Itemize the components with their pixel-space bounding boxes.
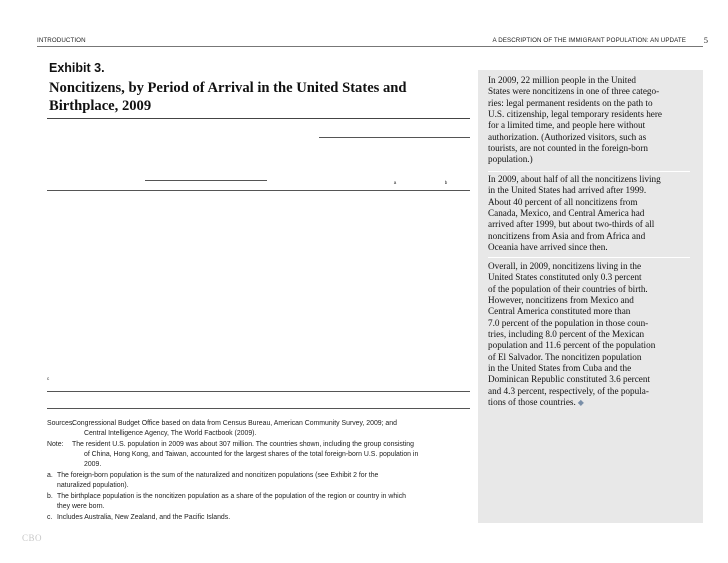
p3-line-5: 7.0 percent of the population in those coun-	[488, 317, 649, 328]
sidebar-paragraph-2	[488, 174, 688, 253]
p1-line-7: population.)	[488, 154, 533, 165]
p3-line-1: United States constituted only 0.3 percent	[488, 272, 642, 283]
running-header-right: A DESCRIPTION OF THE IMMIGRANT POPULATION: AN UPDATE	[492, 37, 686, 44]
table-top-rule	[47, 118, 470, 119]
footnote-a-line-0: The foreign-born population is the sum of the naturalized and noncitizen populations (see Exhibit 2 for the	[57, 472, 379, 479]
period-group-rule	[145, 180, 267, 181]
p3-line-6: tries, including 8.0 percent of the Mexican	[488, 329, 645, 340]
general-note-line-0: The resident U.S. population in 2009 was about 307 million. The countries shown, including the group consisting	[72, 441, 414, 448]
sources-note-line-1: Central Intelligence Agency, The World Factbook (2009).	[84, 430, 257, 437]
footnote-c-key: c.	[47, 514, 53, 521]
footnote-a-marker: a	[393, 179, 397, 185]
p1-line-2: ries: legal permanent residents on the path to	[488, 97, 653, 108]
sidebar-paragraph-3	[488, 261, 688, 408]
p1-line-0: In 2009, 22 million people in the United	[488, 75, 637, 85]
row-14-birthplace	[47, 376, 49, 385]
p1-line-1: States were noncitizens in one of three catego-	[488, 86, 660, 97]
footnote-a-key: a.	[47, 472, 53, 479]
sidebar-divider-1	[488, 171, 690, 172]
sidebar-divider-2	[488, 257, 690, 258]
p2-line-6: Oceania have arrived since then.	[488, 242, 608, 253]
p3-line-7: population and 11.6 percent of the population	[488, 340, 656, 351]
p3-line-11: and 4.3 percent, respectively, of the popula-	[488, 385, 649, 396]
p3-line-8: of El Salvador. The noncitizen population	[488, 351, 642, 362]
cbo-watermark: CBO	[22, 533, 43, 543]
sidebar	[478, 70, 703, 523]
footnote-c-line-0: Includes Australia, New Zealand, and the Pacific Islands.	[57, 514, 231, 521]
sources-note-line-0: Congressional Budget Office based on data from Census Bureau, American Community Survey, 2009; and	[72, 420, 397, 427]
p2-line-4: arrived after 1999, but about two-thirds of all	[488, 219, 655, 230]
p3-line-10: Dominican Republic constituted 3.6 percent	[488, 374, 651, 385]
header-bottom-rule	[47, 190, 470, 191]
general-note-line-2: 2009.	[84, 461, 102, 468]
p1-line-5: authorization. (Authorized visitors, such as	[488, 131, 647, 142]
p2-line-1: in the United States had arrived after 1999.	[488, 185, 647, 196]
footnote-a-line-1: naturalized population).	[57, 482, 129, 489]
end-diamond-icon: ◆	[575, 398, 584, 408]
p1-line-6: tourists, are not counted in the foreign-born	[488, 143, 648, 154]
p3-line-3: However, noncitizens from Mexico and	[488, 295, 634, 306]
general-note-line-1: of China, Hong Kong, and Taiwan, accounted for the largest shares of the total foreign-born U.S. population in	[84, 451, 419, 458]
footnote-c-marker: c	[47, 375, 50, 381]
p1-line-3: U.S. citizenship, legal temporary residents here	[488, 109, 662, 120]
p2-line-2: About 40 percent of all noncitizens from	[488, 196, 638, 207]
footnote-b-line-1: they were born.	[57, 503, 105, 510]
exhibit-label: Exhibit 3.	[49, 61, 105, 75]
p2-line-0: In 2009, about half of all the noncitizens living	[488, 174, 661, 184]
footnote-b-key: b.	[47, 493, 53, 500]
exhibit-title: Noncitizens, by Period of Arrival in the United States and Birthplace, 2009	[49, 80, 407, 114]
header-rule	[37, 46, 703, 47]
p2-line-5: noncitizens from Asia and from Africa and	[488, 230, 646, 241]
p3-line-9: in the United States from Cuba and the	[488, 363, 632, 374]
p1-line-4: for a limited time, and people here without	[488, 120, 646, 131]
p3-line-12: tions of those countries. ◆	[488, 397, 584, 408]
running-header-left: INTRODUCTION	[37, 37, 86, 44]
all-areas-top-rule	[47, 391, 470, 392]
col-population-line-2	[420, 180, 472, 189]
pct-group-rule	[319, 137, 470, 138]
page-number: 5	[703, 35, 708, 45]
sidebar-paragraph-1	[488, 75, 688, 166]
p2-line-3: Canada, Mexico, and Central America had	[488, 208, 645, 219]
p3-line-2: of the population of their countries of birth.	[488, 283, 648, 294]
footnote-b-line-0: The birthplace population is the noncitizen population as a share of the population of the region or country in which	[57, 493, 406, 500]
p3-line-4: Central America constituted more than	[488, 306, 631, 317]
p3-line-0: Overall, in 2009, noncitizens living in the	[488, 261, 642, 271]
sources-note-key: Sources:	[47, 420, 75, 427]
footnote-b-marker: b	[444, 180, 448, 186]
col-foreignborn-line-4	[365, 180, 425, 189]
table-bottom-rule	[47, 408, 470, 409]
general-note-key: Note:	[47, 441, 64, 448]
